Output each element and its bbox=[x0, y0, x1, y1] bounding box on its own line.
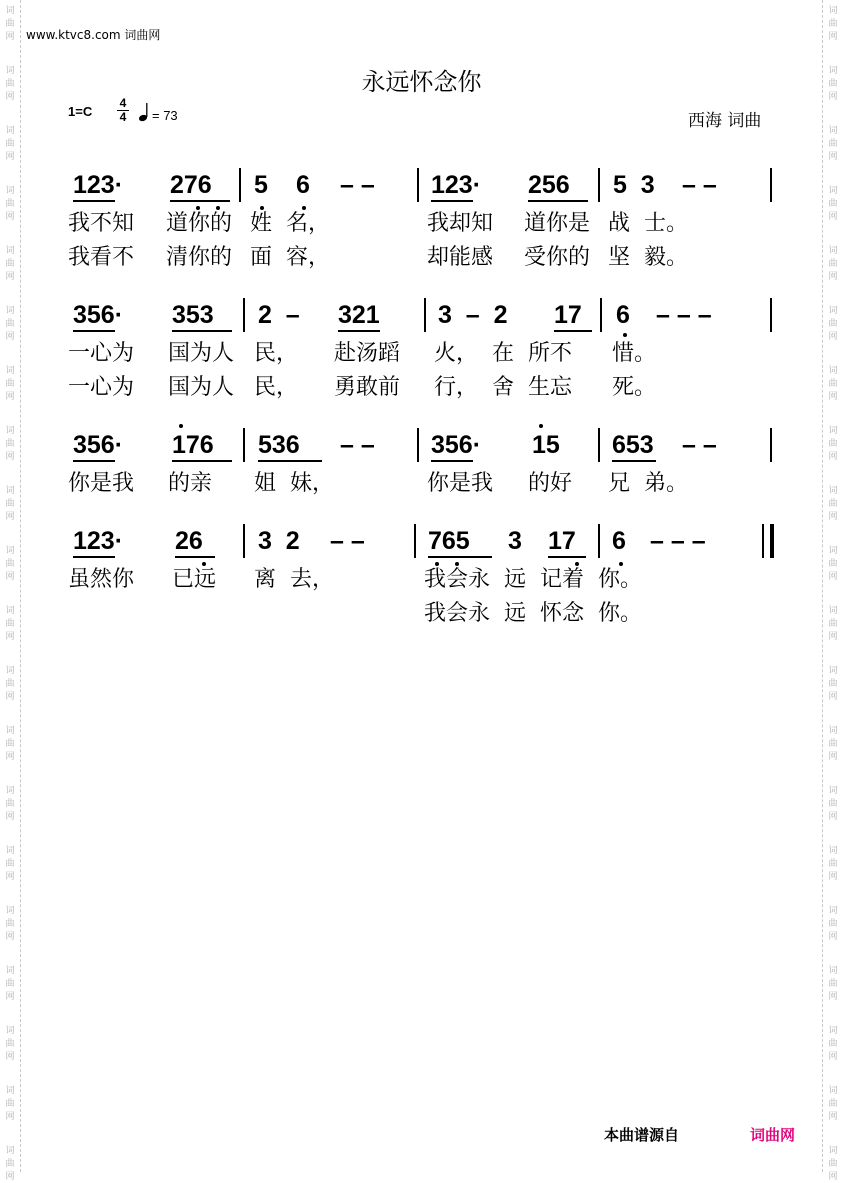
barline bbox=[417, 428, 419, 462]
watermark-char: 网 bbox=[5, 632, 15, 642]
eighth-underline bbox=[73, 200, 115, 202]
watermark-char: 网 bbox=[828, 812, 838, 822]
watermark-char: 曲 bbox=[828, 1099, 838, 1109]
lyric: 你是我 bbox=[427, 471, 494, 496]
music-group: – – bbox=[682, 431, 717, 459]
music-group: – – bbox=[682, 171, 717, 199]
lyric: 道你的 bbox=[166, 211, 233, 236]
watermark-char: 曲 bbox=[5, 619, 15, 629]
lyric: 民， bbox=[254, 341, 299, 366]
music-group: 123· bbox=[73, 527, 124, 555]
lyric: 离 去， bbox=[254, 567, 334, 592]
final-barline bbox=[762, 524, 764, 558]
watermark-char: 词 bbox=[5, 1026, 15, 1036]
eighth-underline bbox=[554, 330, 592, 332]
watermark-char: 网 bbox=[5, 752, 15, 762]
watermark-char: 曲 bbox=[5, 379, 15, 389]
music-group: 5 bbox=[254, 171, 268, 199]
watermark-char: 网 bbox=[828, 1112, 838, 1122]
watermark-char: 词 bbox=[5, 1146, 15, 1156]
eighth-underline bbox=[548, 556, 586, 558]
music-group: 356· bbox=[431, 431, 482, 459]
music-group: – – bbox=[340, 171, 375, 199]
lyric: 的亲 bbox=[168, 471, 213, 496]
music-group: 176 bbox=[172, 431, 214, 459]
music-group: – – bbox=[340, 431, 375, 459]
eighth-underline bbox=[73, 330, 115, 332]
watermark-char: 词 bbox=[828, 546, 838, 556]
watermark-char: 网 bbox=[828, 212, 838, 222]
watermark-char: 网 bbox=[828, 752, 838, 762]
music-group: 3 bbox=[508, 527, 522, 555]
high-octave-dot bbox=[179, 424, 183, 428]
watermark-char: 网 bbox=[5, 692, 15, 702]
music-group: 17 bbox=[554, 301, 582, 329]
watermark-char: 网 bbox=[5, 92, 15, 102]
watermark-char: 网 bbox=[5, 512, 15, 522]
music-group: – – – bbox=[656, 301, 712, 329]
watermark-char: 曲 bbox=[5, 19, 15, 29]
watermark-char: 词 bbox=[828, 666, 838, 676]
lyric: 国为人 bbox=[168, 375, 235, 400]
watermark-char: 网 bbox=[828, 632, 838, 642]
lyric: 姓 名， bbox=[250, 211, 330, 236]
music-group: – – – bbox=[650, 527, 706, 555]
lyric: 行， 舍 生忘 bbox=[434, 375, 572, 400]
eighth-underline bbox=[428, 556, 492, 558]
lyric: 虽然你 bbox=[68, 567, 135, 592]
watermark-char: 词 bbox=[828, 1086, 838, 1096]
watermark-char: 曲 bbox=[828, 199, 838, 209]
eighth-underline bbox=[175, 556, 215, 558]
music-group: 6 bbox=[612, 527, 626, 555]
eighth-underline bbox=[172, 460, 232, 462]
watermark-char: 曲 bbox=[5, 679, 15, 689]
lyric: 却能感 bbox=[427, 245, 494, 270]
watermark-char: 网 bbox=[5, 1112, 15, 1122]
music-group: 356· bbox=[73, 431, 124, 459]
barline bbox=[243, 298, 245, 332]
watermark-char: 词 bbox=[828, 306, 838, 316]
watermark-char: 网 bbox=[5, 812, 15, 822]
watermark-char: 曲 bbox=[828, 859, 838, 869]
lyric: 坚 毅。 bbox=[608, 245, 688, 270]
watermark-char: 曲 bbox=[5, 1039, 15, 1049]
music-group: 5 3 bbox=[613, 171, 655, 199]
watermark-char: 网 bbox=[5, 392, 15, 402]
lyric: 战 士。 bbox=[608, 211, 688, 236]
watermark-char: 词 bbox=[5, 246, 15, 256]
watermark-char: 曲 bbox=[828, 799, 838, 809]
lyric: 道你是 bbox=[524, 211, 591, 236]
footer-source-label: 本曲谱源自 bbox=[604, 1126, 680, 1144]
watermark-char: 曲 bbox=[828, 739, 838, 749]
eighth-underline bbox=[170, 200, 230, 202]
music-group: 256 bbox=[528, 171, 570, 199]
watermark-char: 词 bbox=[5, 846, 15, 856]
eighth-underline bbox=[338, 330, 380, 332]
music-group: 353 bbox=[172, 301, 214, 329]
final-barline-thick bbox=[770, 524, 774, 558]
lyric: 一心为 bbox=[68, 375, 135, 400]
watermark-char: 网 bbox=[5, 992, 15, 1002]
watermark-char: 词 bbox=[5, 486, 15, 496]
watermark-char: 网 bbox=[5, 572, 15, 582]
barline bbox=[770, 428, 772, 462]
watermark-char: 网 bbox=[5, 872, 15, 882]
watermark-char: 词 bbox=[828, 786, 838, 796]
lyric: 我看不 bbox=[68, 245, 135, 270]
lyric: 勇敢前 bbox=[334, 375, 401, 400]
watermark-char: 网 bbox=[828, 872, 838, 882]
watermark-char: 词 bbox=[828, 1146, 838, 1156]
watermark-char: 词 bbox=[828, 726, 838, 736]
watermark-char: 网 bbox=[5, 212, 15, 222]
watermark-char: 网 bbox=[828, 1172, 838, 1182]
music-group: 6 bbox=[296, 171, 310, 199]
watermark-char: 词 bbox=[5, 66, 15, 76]
watermark-char: 词 bbox=[828, 6, 838, 16]
music-group: 3 2 bbox=[258, 527, 300, 555]
watermark-char: 网 bbox=[5, 332, 15, 342]
time-signature-bottom: 4 bbox=[119, 110, 127, 124]
watermark-char: 词 bbox=[828, 846, 838, 856]
low-octave-dot bbox=[623, 333, 627, 337]
watermark-char: 词 bbox=[5, 426, 15, 436]
watermark-char: 词 bbox=[828, 66, 838, 76]
lyric: 国为人 bbox=[168, 341, 235, 366]
barline bbox=[239, 168, 241, 202]
watermark-char: 曲 bbox=[5, 739, 15, 749]
time-signature bbox=[116, 97, 130, 124]
lyric: 你是我 bbox=[68, 471, 135, 496]
watermark-char: 网 bbox=[828, 452, 838, 462]
watermark-char: 词 bbox=[5, 186, 15, 196]
watermark-char: 曲 bbox=[828, 259, 838, 269]
key-signature: 1=C bbox=[68, 104, 93, 119]
watermark-char: 网 bbox=[5, 932, 15, 942]
watermark-char: 网 bbox=[828, 392, 838, 402]
barline bbox=[598, 168, 600, 202]
watermark-char: 词 bbox=[828, 606, 838, 616]
left-watermark-strip bbox=[0, 0, 21, 1182]
watermark-char: 网 bbox=[828, 272, 838, 282]
lyric: 姐 妹， bbox=[254, 471, 334, 496]
barline bbox=[424, 298, 426, 332]
watermark-char: 曲 bbox=[5, 199, 15, 209]
watermark-char: 曲 bbox=[5, 139, 15, 149]
footer-brand-link[interactable]: 词曲网 bbox=[750, 1126, 796, 1144]
barline bbox=[414, 524, 416, 558]
watermark-char: 曲 bbox=[5, 919, 15, 929]
music-group: – – bbox=[330, 527, 365, 555]
music-group: 15 bbox=[532, 431, 560, 459]
watermark-char: 曲 bbox=[828, 979, 838, 989]
watermark-char: 词 bbox=[828, 486, 838, 496]
watermark-char: 曲 bbox=[5, 799, 15, 809]
watermark-char: 网 bbox=[828, 332, 838, 342]
music-group: 276 bbox=[170, 171, 212, 199]
watermark-char: 曲 bbox=[828, 679, 838, 689]
watermark-char: 词 bbox=[828, 246, 838, 256]
watermark-char: 网 bbox=[828, 512, 838, 522]
barline bbox=[243, 524, 245, 558]
song-title: 永远怀念你 bbox=[361, 68, 482, 96]
lyric: 已远 bbox=[172, 567, 217, 592]
barline bbox=[417, 168, 419, 202]
watermark-char: 词 bbox=[828, 126, 838, 136]
lyric: 死。 bbox=[612, 375, 657, 400]
eighth-underline bbox=[528, 200, 588, 202]
watermark-char: 网 bbox=[5, 152, 15, 162]
lyric: 我却知 bbox=[427, 211, 494, 236]
eighth-underline bbox=[73, 556, 115, 558]
lyric: 一心为 bbox=[68, 341, 135, 366]
watermark-char: 网 bbox=[5, 272, 15, 282]
watermark-char: 网 bbox=[5, 452, 15, 462]
watermark-char: 网 bbox=[828, 152, 838, 162]
watermark-char: 曲 bbox=[828, 619, 838, 629]
right-watermark-strip bbox=[822, 0, 843, 1182]
watermark-char: 曲 bbox=[5, 79, 15, 89]
tempo-marking: = 73 bbox=[152, 108, 178, 123]
music-group: 17 bbox=[548, 527, 576, 555]
lyric: 清你的 bbox=[166, 245, 233, 270]
watermark-char: 曲 bbox=[5, 439, 15, 449]
watermark-char: 曲 bbox=[828, 499, 838, 509]
music-group: 356· bbox=[73, 301, 124, 329]
watermark-char: 词 bbox=[5, 546, 15, 556]
music-group: 765 bbox=[428, 527, 470, 555]
watermark-char: 曲 bbox=[5, 1159, 15, 1169]
lyric: 的好 bbox=[528, 471, 573, 496]
watermark-char: 网 bbox=[828, 992, 838, 1002]
watermark-char: 网 bbox=[5, 1052, 15, 1062]
watermark-char: 词 bbox=[5, 966, 15, 976]
watermark-char: 词 bbox=[828, 906, 838, 916]
barline bbox=[243, 428, 245, 462]
watermark-char: 网 bbox=[828, 572, 838, 582]
watermark-char: 词 bbox=[828, 366, 838, 376]
watermark-char: 曲 bbox=[828, 379, 838, 389]
watermark-char: 词 bbox=[828, 1026, 838, 1036]
watermark-char: 词 bbox=[5, 306, 15, 316]
time-signature-top: 4 bbox=[119, 96, 127, 110]
music-group: 3 – 2 bbox=[438, 301, 508, 329]
barline bbox=[770, 298, 772, 332]
watermark-char: 曲 bbox=[828, 19, 838, 29]
music-group: 123· bbox=[73, 171, 124, 199]
watermark-char: 词 bbox=[5, 1086, 15, 1096]
lyric: 我会永 远 记着 你。 bbox=[424, 567, 642, 592]
watermark-char: 词 bbox=[5, 606, 15, 616]
watermark-char: 网 bbox=[828, 32, 838, 42]
lyric: 面 容， bbox=[250, 245, 330, 270]
music-group: 6 bbox=[616, 301, 630, 329]
eighth-underline bbox=[258, 460, 322, 462]
watermark-char: 曲 bbox=[5, 859, 15, 869]
watermark-char: 词 bbox=[5, 126, 15, 136]
watermark-char: 曲 bbox=[828, 139, 838, 149]
watermark-char: 网 bbox=[828, 932, 838, 942]
lyric: 民， bbox=[254, 375, 299, 400]
watermark-char: 曲 bbox=[828, 439, 838, 449]
watermark-char: 网 bbox=[828, 692, 838, 702]
eighth-underline bbox=[431, 200, 473, 202]
watermark-char: 曲 bbox=[828, 919, 838, 929]
watermark-char: 曲 bbox=[5, 979, 15, 989]
high-octave-dot bbox=[539, 424, 543, 428]
watermark-char: 曲 bbox=[828, 559, 838, 569]
watermark-char: 曲 bbox=[828, 319, 838, 329]
watermark-char: 词 bbox=[5, 726, 15, 736]
watermark-char: 网 bbox=[828, 92, 838, 102]
eighth-underline bbox=[172, 330, 232, 332]
watermark-char: 曲 bbox=[828, 1159, 838, 1169]
lyric: 兄 弟。 bbox=[608, 471, 688, 496]
music-group: 321 bbox=[338, 301, 380, 329]
barline bbox=[600, 298, 602, 332]
music-group: 26 bbox=[175, 527, 203, 555]
watermark-char: 曲 bbox=[5, 499, 15, 509]
watermark-char: 词 bbox=[5, 6, 15, 16]
watermark-char: 曲 bbox=[5, 559, 15, 569]
watermark-char: 词 bbox=[828, 426, 838, 436]
watermark-char: 词 bbox=[5, 366, 15, 376]
lyric: 火， 在 所不 bbox=[434, 341, 572, 366]
music-group: 536 bbox=[258, 431, 300, 459]
watermark-char: 网 bbox=[5, 32, 15, 42]
watermark-char: 曲 bbox=[5, 259, 15, 269]
eighth-underline bbox=[431, 460, 473, 462]
lyric: 赴汤蹈 bbox=[334, 341, 401, 366]
watermark-char: 网 bbox=[828, 1052, 838, 1062]
lyric: 我会永 远 怀念 你。 bbox=[424, 601, 642, 626]
watermark-char: 词 bbox=[5, 666, 15, 676]
lyric: 受你的 bbox=[524, 245, 591, 270]
music-group: 653 bbox=[612, 431, 654, 459]
watermark-char: 曲 bbox=[5, 1099, 15, 1109]
watermark-char: 词 bbox=[5, 786, 15, 796]
music-group: 2 – bbox=[258, 301, 300, 329]
barline bbox=[598, 428, 600, 462]
site-url[interactable]: www.ktvc8.com 词曲网 bbox=[26, 28, 161, 42]
watermark-char: 网 bbox=[5, 1172, 15, 1182]
lyric: 我不知 bbox=[68, 211, 135, 236]
lyric: 惜。 bbox=[612, 341, 657, 366]
barline bbox=[598, 524, 600, 558]
watermark-char: 曲 bbox=[828, 1039, 838, 1049]
lyricist-composer: 西海 词曲 bbox=[688, 111, 762, 131]
barline bbox=[770, 168, 772, 202]
eighth-underline bbox=[73, 460, 115, 462]
watermark-char: 曲 bbox=[828, 79, 838, 89]
watermark-char: 词 bbox=[828, 966, 838, 976]
watermark-char: 词 bbox=[828, 186, 838, 196]
watermark-char: 词 bbox=[5, 906, 15, 916]
music-group: 123· bbox=[431, 171, 482, 199]
watermark-char: 曲 bbox=[5, 319, 15, 329]
eighth-underline bbox=[612, 460, 656, 462]
